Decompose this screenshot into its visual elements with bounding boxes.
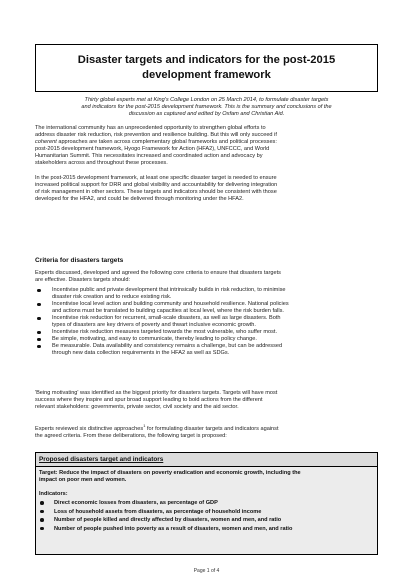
- criteria-heading: Criteria for disasters targets: [35, 257, 124, 264]
- footnote-marker[interactable]: 1: [143, 423, 146, 429]
- proposal-target: [39, 470, 374, 484]
- list-item: [35, 287, 378, 301]
- paragraph-line: 'Being motivating' was identified as the biggest priority for disasters targets. Targets will have most: [35, 390, 278, 396]
- list-item-text: through new data collection requirements in the HFA2 as well as SDGs.: [52, 350, 230, 356]
- indicator-item: [39, 499, 374, 508]
- indicator-text: Direct economic losses from disasters, as percentage of GDP: [54, 500, 218, 506]
- list-item-text: Incentivise public and private development that intrinsically builds in risk reduction, to minimise: [52, 287, 286, 293]
- bullet-icon: [40, 527, 44, 531]
- paragraph-line: In the post-2015 development framework, at least one specific disaster target is needed to ensure: [35, 175, 277, 181]
- indicator-item: [39, 516, 374, 525]
- paragraph-line: The international community has an unprecedented opportunity to strengthen global efforts to: [35, 125, 266, 131]
- list-item-text: Incentivise risk reduction for recurrent, small-scale disasters, as well as large disasters. Both: [52, 315, 281, 321]
- criteria-intro: [35, 270, 378, 284]
- list-item-text: Incentivise risk reduction measures targeted towards the most vulnerable, who suffer most.: [52, 329, 277, 335]
- paragraph-line: developed for the HFA2, and could be delivered through monitoring under the HFA2.: [35, 196, 244, 202]
- page-number: Page 1 of 4: [193, 568, 220, 574]
- paragraph-line: stakeholders across and throughout these processes.: [35, 160, 168, 166]
- paragraph-text: for formulating disaster targets and indicators against: [145, 426, 279, 432]
- proposal-target-line: Target: Reduce the impact of disasters on poverty eradication and economic growth, including the: [39, 470, 301, 476]
- paragraph-line: post-2015 development framework, Hyogo Framework for Action (HFA2), UNFCCC, and World: [35, 146, 270, 152]
- paragraph-line: relevant stakeholders: governments, private sector, civil society and the aid sector.: [35, 404, 239, 410]
- list-item-text: disaster risk creation and to reduce existing risk.: [52, 294, 172, 300]
- indicator-text: Number of people killed and directly affected by disasters, women and men, and ratio: [54, 517, 282, 523]
- intro-line: Thirty global experts met at King's College London on 25 March 2014, to formulate disaster targets: [84, 97, 329, 103]
- paragraph-1: [35, 125, 378, 167]
- list-item: [35, 343, 378, 357]
- title-line-1: Disaster targets and indicators for the post-2015: [77, 54, 336, 66]
- list-item-text: Be simple, motivating, and easy to communicate, thereby leading to policy change.: [52, 336, 257, 342]
- bullet-icon: [40, 518, 44, 522]
- paragraph-line: coherent approaches are taken across complementary global frameworks and political processes:: [35, 139, 277, 145]
- proposal-heading: Proposed disasters target and indicators: [36, 453, 377, 467]
- paragraph-line: increased political support for DRR and global visibility and accountability for delivering integration: [35, 182, 278, 188]
- proposal-target-line: impact on poor men and women.: [39, 477, 127, 483]
- paragraph-line: of risk management in other sectors. These targets and indicators should be consistent with those: [35, 189, 277, 195]
- paragraph-line: address disaster risk reduction, risk prevention and resilience building. But this will only succeed if: [35, 132, 277, 138]
- list-item: [35, 336, 378, 343]
- bullet-icon: [37, 331, 41, 335]
- indicator-text: Loss of household assets from disasters, as percentage of household income: [54, 508, 262, 515]
- paragraph-line: are effective. Disasters targets should:: [35, 277, 131, 283]
- title-line-2: development framework: [142, 69, 271, 81]
- indicator-item: [39, 508, 374, 517]
- criteria-list: [35, 287, 378, 357]
- indicator-text: Number of people pushed into poverty as a result of disasters, women and men, and ratio: [54, 525, 293, 532]
- paragraph-4: [35, 423, 378, 440]
- proposal-box: [35, 452, 378, 555]
- paragraph-2: [35, 175, 378, 203]
- paragraph-3: [35, 390, 378, 411]
- bullet-icon: [37, 345, 41, 349]
- list-item-text: Be measurable. Data availability and consistency remains a challenge, but can be addressed: [52, 343, 283, 349]
- bullet-icon: [40, 510, 44, 514]
- bullet-icon: [40, 501, 44, 505]
- bullet-icon: [37, 338, 41, 342]
- paragraph-line: success where they inspire and spur broad support leading to bold actions from the different: [35, 397, 263, 403]
- indicators-label: Indicators:: [39, 491, 68, 497]
- list-item: [35, 301, 378, 315]
- bullet-icon: [37, 303, 41, 307]
- intro-paragraph: [35, 97, 378, 118]
- title-box: [35, 44, 378, 92]
- intro-line: and indicators for the post-2015 development framework. This is the summary and conclusions of the: [81, 104, 332, 110]
- paragraph-text: Experts reviewed six distinctive approaches: [35, 426, 144, 432]
- paragraph-line: Experts discussed, developed and agreed the following core criteria to ensure that disasters targets: [35, 270, 281, 276]
- intro-line: discussion as captured and edited by Oxfam and Christian Aid.: [128, 111, 285, 117]
- bullet-icon: [37, 317, 41, 321]
- indicators-list: [39, 499, 374, 533]
- paragraph-line: Humanitarian Summit. This necessitates increased and coordinated action and advocacy by: [35, 153, 263, 159]
- list-item: [35, 329, 378, 336]
- list-item-text: Incentivise local level action and building community and household resilience. National policies: [52, 301, 289, 307]
- bullet-icon: [37, 289, 41, 293]
- list-item-text: and actions must be translated to building capacities at local level, where the risk burden falls.: [52, 308, 284, 314]
- indicator-item: [39, 525, 374, 534]
- list-item-text: types of disasters are key drivers of poverty and thwart inclusive economic growth.: [52, 322, 256, 328]
- paragraph-line: the agreed criteria. From these deliberations, the following target is proposed:: [35, 433, 227, 439]
- list-item: [35, 315, 378, 329]
- paragraph-line: [35, 423, 378, 433]
